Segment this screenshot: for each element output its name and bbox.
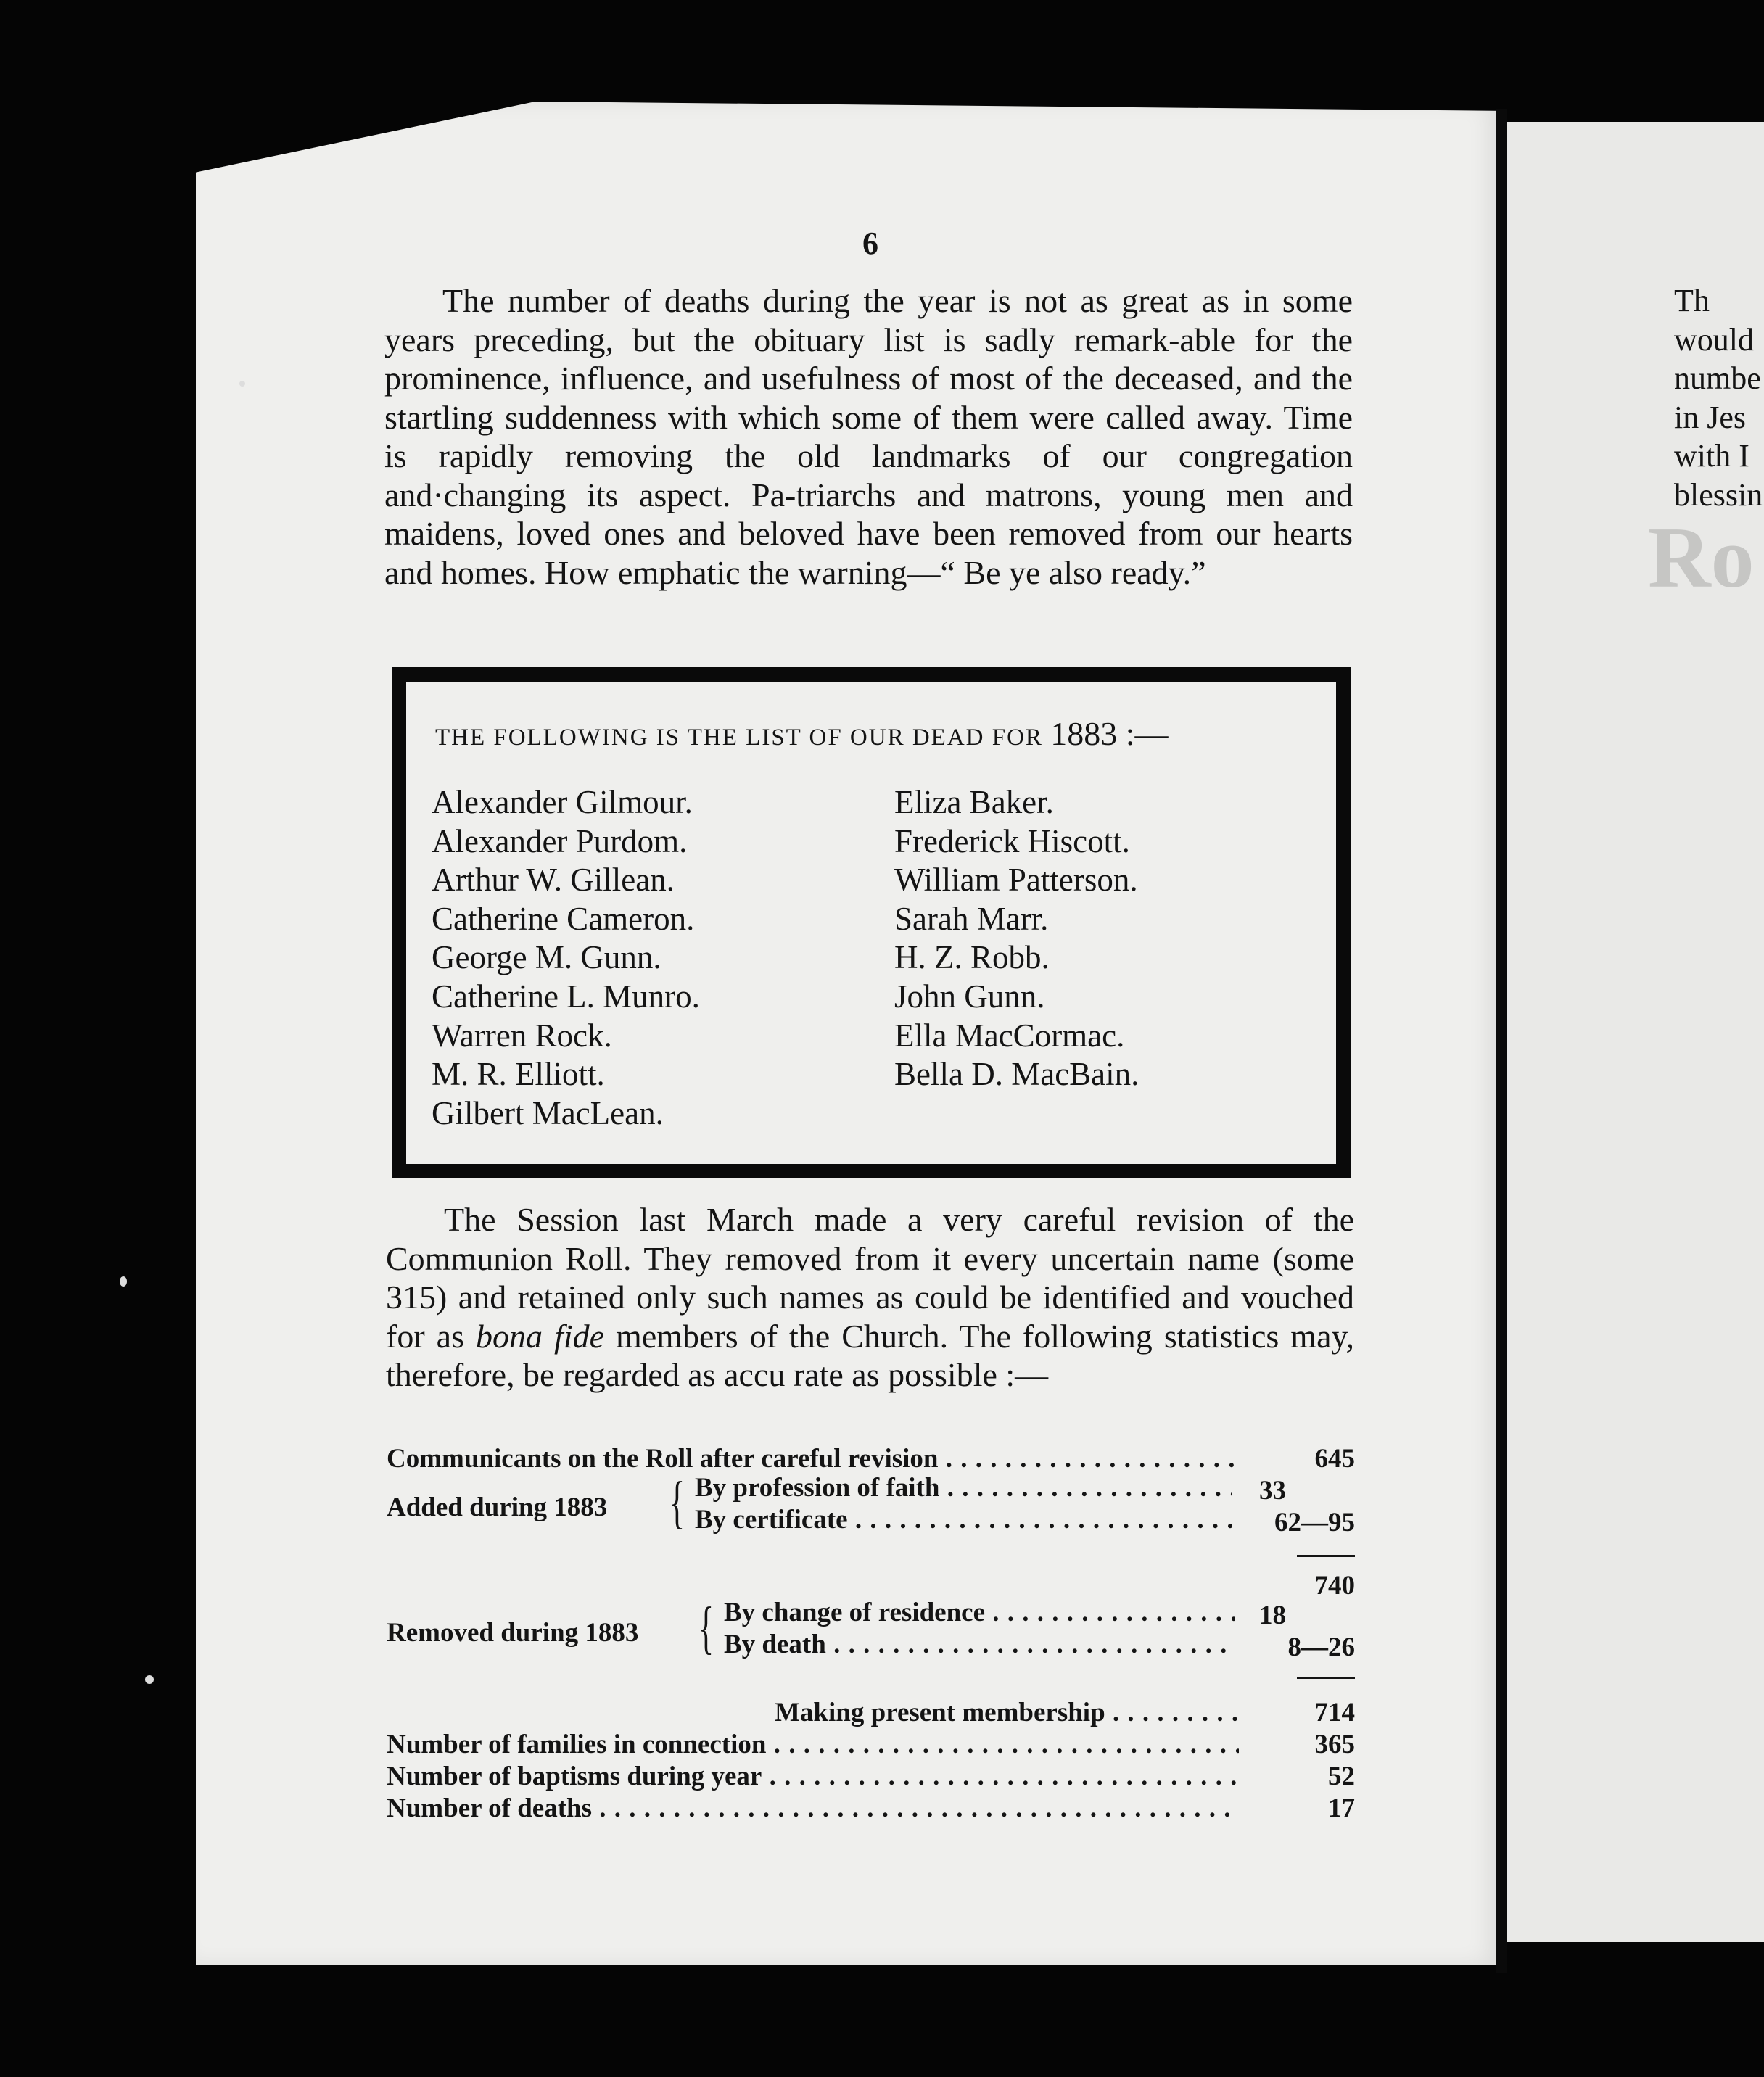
- stat-sub-label: By death . . .: [724, 1629, 1235, 1661]
- obituary-heading-text: THE FOLLOWING IS THE LIST OF OUR DEAD FOR: [435, 724, 1043, 751]
- stat-label: Number of deaths . . .: [387, 1793, 1239, 1825]
- obituary-heading: [435, 714, 1335, 753]
- obituary-name: George M. Gunn.: [432, 939, 662, 976]
- stat-label: Communicants on the Roll after careful revision . . .: [387, 1443, 1235, 1475]
- stat-value: 740: [1314, 1571, 1355, 1601]
- facing-page-text: [1674, 281, 1764, 514]
- stat-row-membership: [387, 1697, 1355, 1729]
- stat-label: Making present membership . . .: [775, 1697, 1239, 1729]
- stat-value: 52: [1328, 1762, 1355, 1791]
- dust-speck: [239, 381, 245, 387]
- obituary-name: Eliza Baker.: [894, 784, 1054, 820]
- stat-value: 645: [1314, 1444, 1355, 1474]
- obituary-name: Sarah Marr.: [894, 900, 1049, 937]
- obituary-name: Frederick Hiscott.: [894, 822, 1130, 859]
- page-number: 6: [862, 226, 878, 261]
- session-text-1: The Session last March made a very careful revision of the Communion Roll. They removed from it every uncertain name (some 315) and retained only such names as could be identified and vouched for as: [386, 1201, 1354, 1355]
- obituary-name: Warren Rock.: [432, 1017, 612, 1054]
- stat-sub-label: By profession of faith . . .: [695, 1472, 1232, 1504]
- obituary-name: Arthur W. Gillean.: [432, 862, 675, 899]
- stat-sub-value: 33: [1259, 1476, 1286, 1506]
- sum-rule: [1297, 1555, 1355, 1557]
- obituary-names-left: [432, 783, 867, 1133]
- obituary-heading-year: 1883 :—: [1050, 715, 1169, 752]
- obituary-name: Catherine Cameron.: [432, 900, 695, 937]
- facing-line: in Jes: [1674, 399, 1746, 435]
- obituary-name: M. R. Elliott.: [432, 1056, 605, 1093]
- obituary-name: William Patterson.: [894, 862, 1138, 899]
- obituary-name: Catherine L. Munro.: [432, 978, 700, 1015]
- facing-line: numbe: [1674, 360, 1761, 396]
- brace-icon: {: [669, 1471, 685, 1535]
- stat-sub-value: 8—26: [1287, 1632, 1355, 1662]
- sum-rule: [1297, 1677, 1355, 1679]
- stat-sub-label: By change of residence . . .: [724, 1597, 1235, 1629]
- obituary-name: Alexander Purdom.: [432, 822, 688, 859]
- session-italic: bona fide: [476, 1317, 605, 1355]
- session-paragraph: [386, 1200, 1354, 1395]
- obituary-name: Gilbert MacLean.: [432, 1094, 664, 1131]
- obituary-name: Bella D. MacBain.: [894, 1056, 1139, 1093]
- stat-sub-value: 18: [1259, 1601, 1286, 1630]
- stat-sub-value: 62—95: [1274, 1508, 1355, 1537]
- obituary-name: Alexander Gilmour.: [432, 784, 693, 820]
- session-text-2: members of the Church. The following statistics may, therefore, be regarded as accu rate as possible :—: [386, 1317, 1354, 1393]
- obituary-names-right: [894, 783, 1330, 1094]
- stat-row-baptisms: [387, 1761, 1355, 1793]
- facing-line: blessin: [1674, 476, 1763, 513]
- stat-row-families: [387, 1729, 1355, 1761]
- stat-row-communicants: [387, 1443, 1355, 1475]
- stat-value: 365: [1314, 1730, 1355, 1759]
- facing-line: would: [1674, 321, 1754, 358]
- stat-value: 714: [1314, 1698, 1355, 1727]
- facing-line: Th: [1674, 283, 1710, 318]
- obituary-name: John Gunn.: [894, 978, 1045, 1015]
- dust-speck: [120, 1276, 127, 1287]
- stat-sub-label: By certificate . . .: [695, 1504, 1232, 1536]
- obituary-name: Ella MacCormac.: [894, 1017, 1125, 1054]
- facing-line: with I: [1674, 438, 1749, 474]
- brace-icon: {: [698, 1596, 714, 1660]
- dust-speck: [145, 1675, 154, 1684]
- bleed-through-heading: Ro: [1648, 509, 1755, 606]
- book-gutter: [1496, 109, 1507, 1973]
- intro-paragraph: The number of deaths during the year is not as great as in some years preceding, but the obituary list is sadly remark-able for the prominence, influence, and usefulness of most of the deceased, and the startling suddenness with which some of them were called away. Time is rapidly removing the old landmarks of our congregation and·changing its aspect. Pa-triarchs and matrons, young men and maidens, loved ones and beloved have been removed from our hearts and homes. How emphatic the warning—“ Be ye also ready.”: [384, 282, 1353, 591]
- stat-value: 17: [1328, 1793, 1355, 1823]
- obituary-name: H. Z. Robb.: [894, 939, 1050, 976]
- stat-label: Number of baptisms during year . . .: [387, 1761, 1239, 1793]
- stat-row-deaths: [387, 1793, 1355, 1825]
- statistics-table: [387, 1443, 1355, 1849]
- stat-group-label: Added during 1883: [387, 1492, 608, 1522]
- stat-group-label: Removed during 1883: [387, 1618, 639, 1648]
- stat-label: Number of families in connection . . .: [387, 1729, 1239, 1761]
